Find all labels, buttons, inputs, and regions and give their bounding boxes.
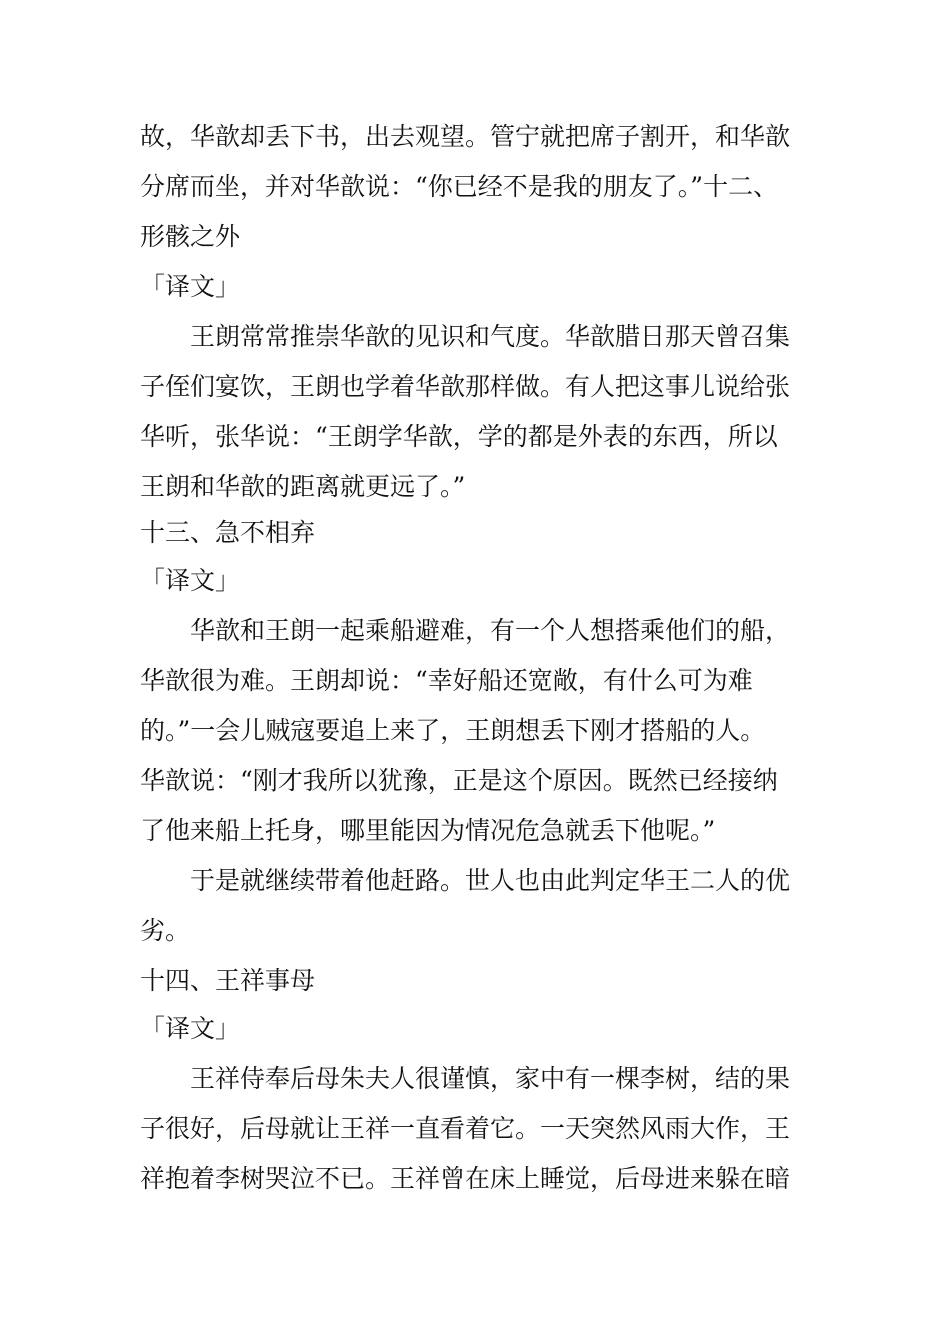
section-title-line: 形骸之外 [140, 222, 241, 251]
paragraph-line: 华歆很为难。王朗却说：“幸好船还宽敞，有什么可为难 [140, 666, 753, 695]
paragraph-line: 华歆和王朗一起乘船避难，有一个人想搭乘他们的船， [190, 616, 791, 645]
translation-label: 「译文」 [140, 566, 241, 595]
paragraph-line: 子侄们宴饮，王朗也学着华歆那样做。有人把这事儿说给张 [140, 372, 791, 401]
paragraph-line: 分席而坐，并对华歆说：“你已经不是我的朋友了。”十二、 [140, 172, 779, 201]
paragraph-line: 王朗常常推崇华歆的见识和气度。华歆腊日那天曾召集 [190, 322, 791, 351]
paragraph-line: 于是就继续带着他赶路。世人也由此判定华王二人的优 [190, 866, 791, 895]
paragraph-line: 子很好，后母就让王祥一直看着它。一天突然风雨大作，王 [140, 1114, 791, 1143]
paragraph-line: 劣。 [140, 916, 191, 945]
paragraph-line: 王朗和华歆的距离就更远了。” [140, 472, 466, 501]
section-heading: 十四、王祥事母 [140, 966, 316, 995]
paragraph-line: 华听，张华说：“王朗学华歆，学的都是外表的东西，所以 [140, 422, 778, 451]
paragraph-line: 故，华歆却丢下书，出去观望。管宁就把席子割开，和华歆 [140, 122, 791, 151]
translation-label: 「译文」 [140, 272, 241, 301]
paragraph-line: 王祥侍奉后母朱夫人很谨慎，家中有一棵李树，结的果 [190, 1064, 791, 1093]
paragraph-line: 的。”一会儿贼寇要追上来了，王朗想丢下刚才搭船的人。 [140, 716, 766, 745]
section-heading: 十三、急不相弃 [140, 518, 316, 547]
paragraph-line: 了他来船上托身，哪里能因为情况危急就丢下他呢。” [140, 816, 716, 845]
translation-label: 「译文」 [140, 1014, 241, 1043]
paragraph-line: 华歆说：“刚才我所以犹豫，正是这个原因。既然已经接纳 [140, 766, 778, 795]
paragraph-line: 祥抱着李树哭泣不已。王祥曾在床上睡觉，后母进来躲在暗 [140, 1164, 791, 1193]
